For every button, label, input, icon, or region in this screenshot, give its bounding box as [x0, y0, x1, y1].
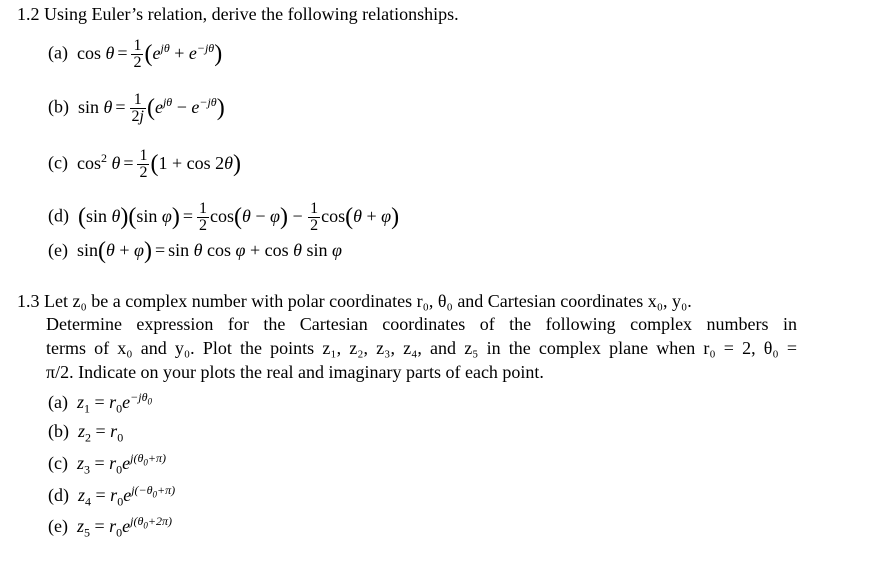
part-label: (a): [48, 392, 68, 412]
equation-body: sin θ = $\frac{1}{2j}$ $(e^{j\theta} - e^{-j\theta})$: [73, 91, 225, 125]
part-label: (e): [48, 516, 68, 536]
part-label: (c): [48, 453, 68, 473]
equation-body: cos θ = $\frac{1}{2}$ $(e^{j\theta} + e^{-j\theta})$: [72, 37, 223, 71]
part-label: (e): [48, 240, 68, 260]
part-label: (c): [48, 152, 68, 173]
equation-1-2-b: [48, 92, 225, 125]
equation-body: sin(θ + φ) = sin θ cos φ + cos θ sin φ: [72, 238, 342, 264]
problem-1-3-heading: 1.3 Let z₀ be a complex number with polar coordinates r₀, θ₀ and Cartesian coordinates x₀, y₀.: [17, 291, 692, 311]
equation-body: $z_1 = r_0e^{-j\theta_0}$: [76, 390, 152, 416]
equation-1-3-d: [48, 483, 176, 509]
equation-1-2-a: [48, 38, 222, 71]
part-label: (d): [48, 205, 69, 226]
part-label: (b): [48, 421, 69, 441]
problem-1-3-line-3: terms of x₀ and y₀. Plot the points z₁, z₂, z₃, z₄, and z₅ in the complex plane when r₀ = 2, θ₀ =: [46, 338, 797, 358]
equation-body: (sin θ)(sin φ) = $\frac{1}{2}$ cos(θ − φ) − $\frac{1}{2}$ cos(θ + φ): [78, 200, 400, 234]
part-label: (a): [48, 42, 68, 63]
part-label: (d): [48, 485, 69, 505]
equation-1-3-b: [48, 420, 124, 445]
equation-body: $z_3 = r_0e^{j(\theta_0+\pi)}$: [76, 451, 167, 477]
equation-body: $z_5 = r_0e^{j(\theta_0+2\pi)}$: [76, 514, 173, 540]
equation-body: $\cos^2 \theta$ = $\frac{1}{2}$ (1 + cos 2θ): [72, 147, 241, 181]
equation-1-3-a: [48, 390, 152, 416]
equation-1-2-e: [48, 239, 342, 262]
problem-1-3-line-2: Determine expression for the Cartesian coordinates of the following complex numbers in: [46, 314, 797, 334]
equation-body: $z_4 = r_0e^{j(-\theta_0+\pi)}$: [78, 483, 176, 509]
equation-1-2-d: [48, 201, 399, 234]
equation-1-3-e: [48, 514, 173, 540]
part-label: (b): [48, 96, 69, 117]
equation-body: $z_2 = r_0$: [78, 421, 124, 445]
equation-1-2-c: [48, 148, 241, 181]
equation-1-3-c: [48, 451, 167, 477]
problem-1-3-line-4: π/2. Indicate on your plots the real and imaginary parts of each point.: [46, 362, 544, 382]
problem-1-2-heading: 1.2 Using Euler’s relation, derive the following relationships.: [17, 4, 459, 24]
